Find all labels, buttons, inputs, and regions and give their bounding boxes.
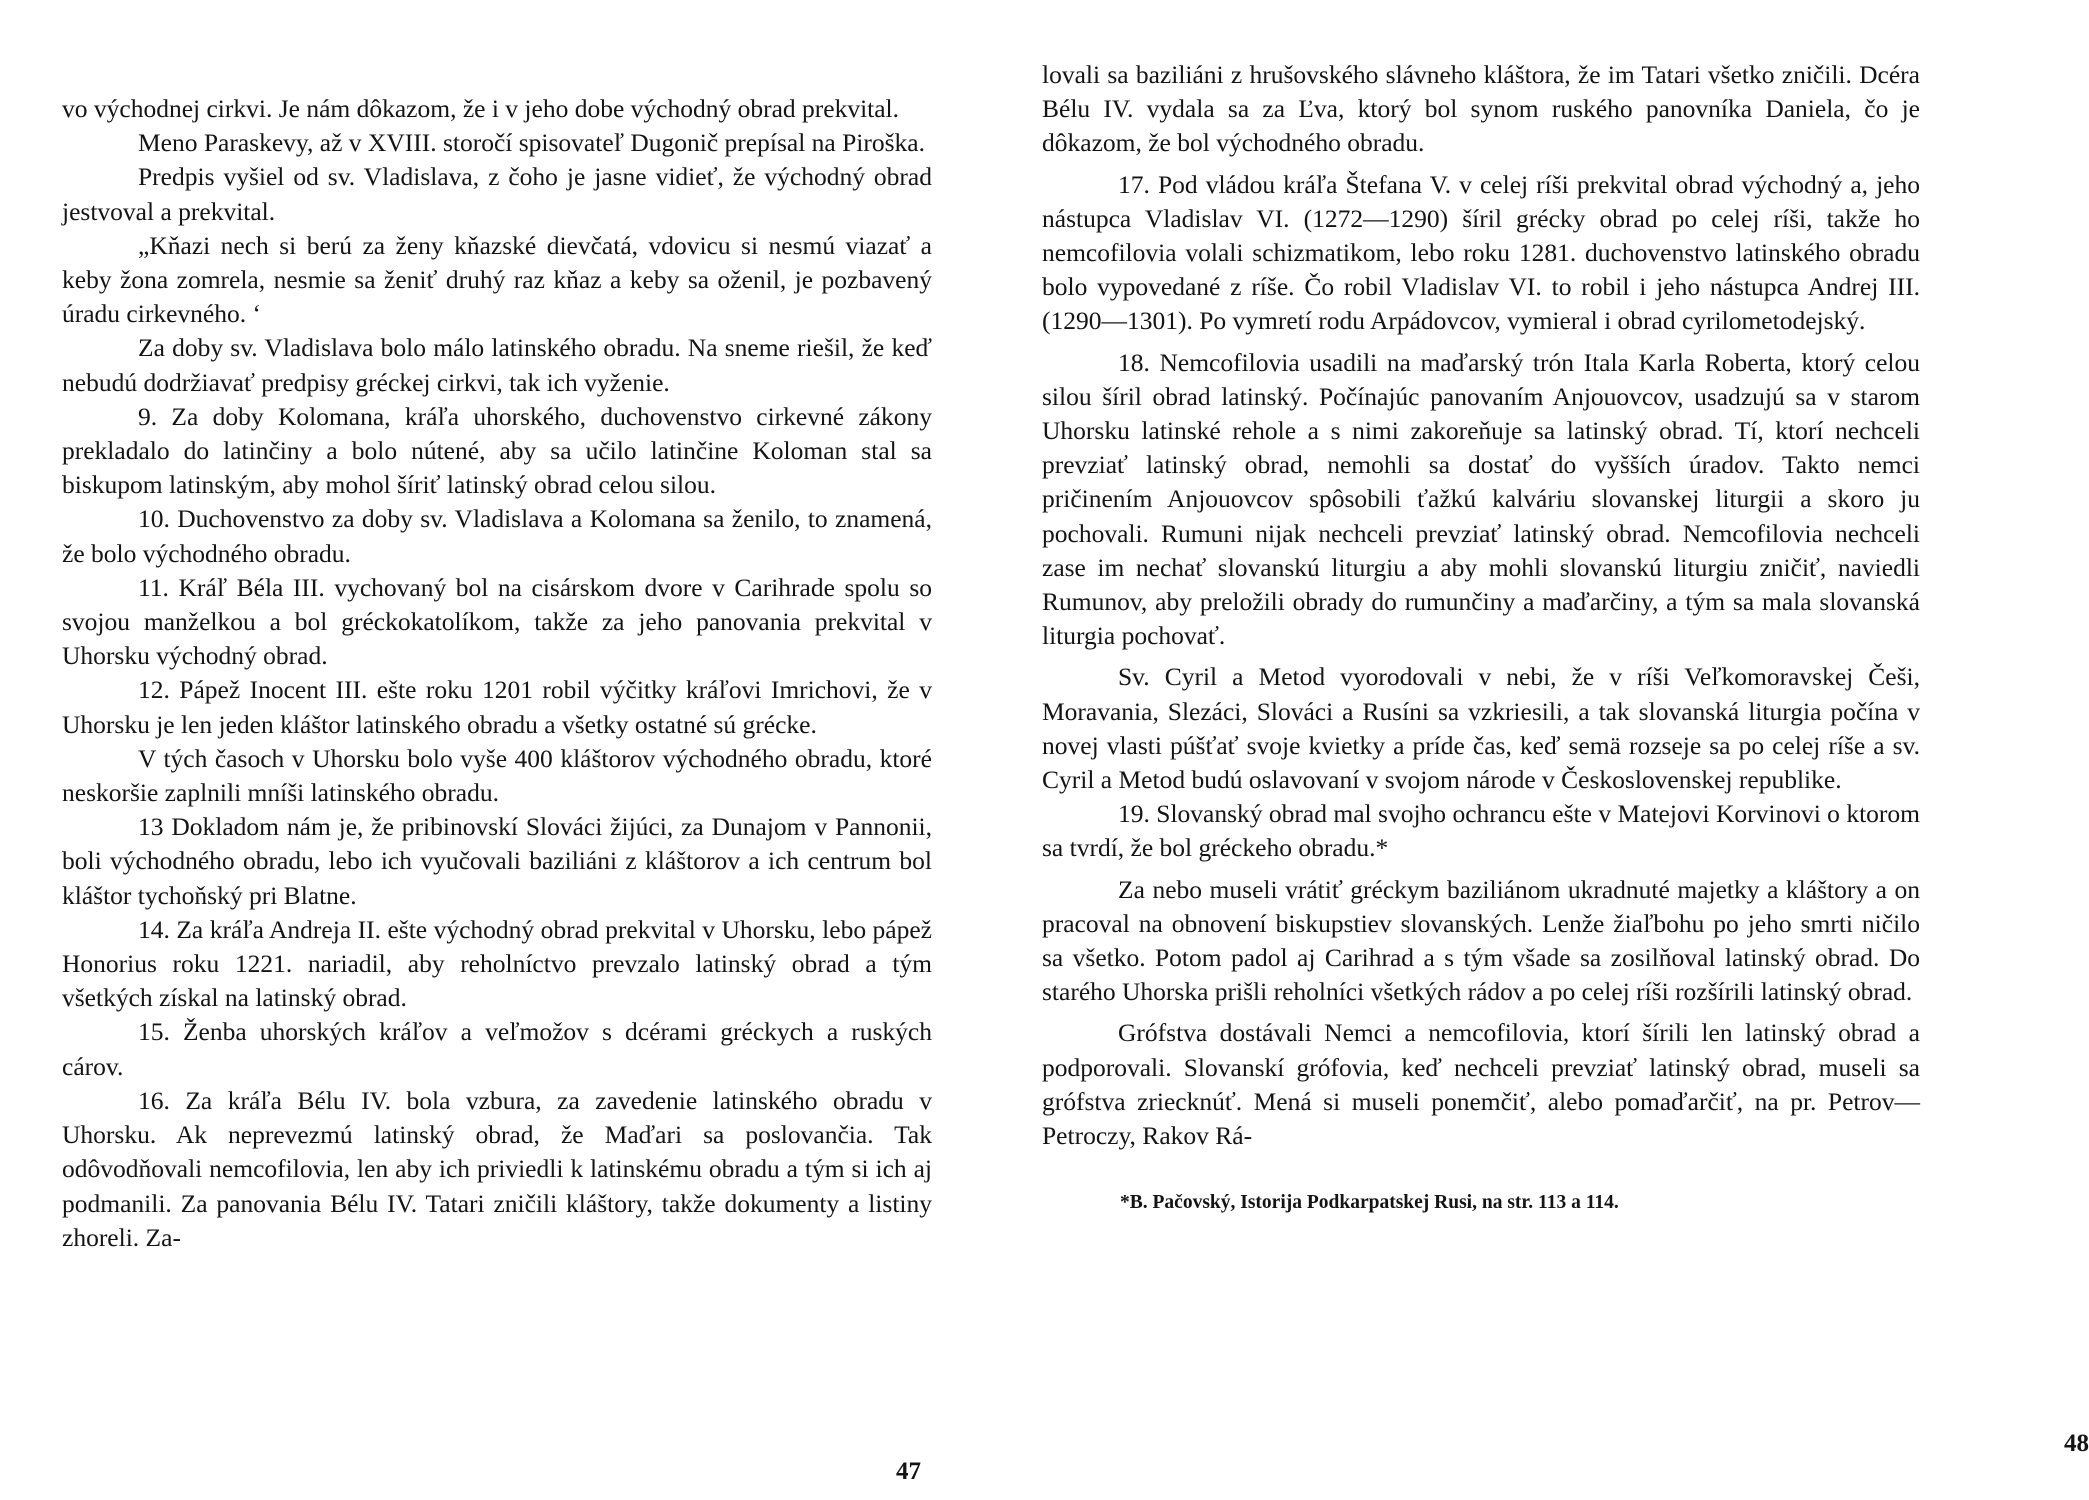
paragraph: 11. Kráľ Béla III. vychovaný bol na cisárskom dvore v Carihrade spolu so svojou manželkou a bol gréckokatolíkom, takže za jeho panovania prekvital v Uhorsku východný obrad. (62, 572, 932, 671)
right-page (1010, 0, 2089, 1500)
paragraph: V tých časoch v Uhorsku bolo vyše 400 kláštorov východného obradu, ktoré neskoršie zaplnili mníši latinského obradu. (62, 743, 932, 808)
left-page-text (62, 92, 932, 1255)
paragraph: 12. Pápež Inocent III. ešte roku 1201 robil výčitky kráľovi Imrichovi, že v Uhorsku je len jeden kláštor latinského obradu a všetky ostatné sú grécke. (62, 675, 932, 739)
paragraph: 17. Pod vládou kráľa Štefana V. v celej ríši prekvital obrad východný a, jeho nástupca Vladislav VI. (1272—1290) šíril grécky obrad po celej ríši, takže ho nemcofilovia volali schizmatikom, lebo roku 1281. duchovenstvo latinského obradu bolo vypovedané z ríše. Čo robil Vladislav VI. to robil i jeho nástupca Andrej III. (1290—1301). Po vymretí rodu Arpádovcov, vymieral i obrad cyrilometodejský. (1042, 169, 1920, 336)
paragraph: 16. Za kráľa Bélu IV. bola vzbura, za zavedenie latinského obradu v Uhorsku. Ak neprevezmú latinský obrad, že Maďari sa poslovančia. Tak odôvodňovali nemcofilovia, len aby ich priviedli k latinskému obradu a tým si ich aj podmanili. Za panovania Bélu IV. Tatari zničili kláštory, takže dokumenty a listiny zhoreli. Za- (62, 1085, 932, 1252)
page-number: 47 (896, 1458, 921, 1485)
paragraph: vo východnej cirkvi. Je nám dôkazom, že i v jeho dobe východný obrad prekvital. (62, 94, 900, 123)
paragraph: „Kňazi nech si berú za ženy kňazské dievčatá, vdovicu si nesmú viazať a keby žona zomrela, nesmie sa ženiť druhý raz kňaz a keby sa oženil, je pozbavený úradu cirkevného. ‘ (62, 230, 932, 329)
paragraph: Za doby sv. Vladislava bolo málo latinského obradu. Na sneme riešil, že keď nebudú dodržiavať predpisy gréckej cirkvi, tak ich vyženie. (62, 333, 932, 397)
paragraph: 10. Duchovenstvo za doby sv. Vladislava a Kolomana sa ženilo, to znamená, že bolo východného obradu. (62, 504, 932, 568)
right-page-text (1042, 58, 1920, 1217)
paragraph: lovali sa baziliáni z hrušovského slávneho kláštora, že im Tatari všetko zničili. Dcéra Bélu IV. vydala sa za Ľva, ktorý bol synom ruského panovníka Daniela, čo je dôkazom, že bol východného obradu. (1042, 60, 1920, 158)
paragraph: 13 Dokladom nám je, že pribinovskí Slováci žijúci, za Dunajom v Pannonii, boli východného obradu, lebo ich vyučovali baziliáni z kláštorov a ich centrum bol kláštor tychoňský pri Blatne. (62, 812, 932, 910)
paragraph: Grófstva dostávali Nemci a nemcofilovia, ktorí šírili len latinský obrad a podporovali. Slovanskí grófovia, keď nechceli prevziať latinský obrad, museli sa grófstva zriecknúť. Mená si museli ponemčiť, alebo pomaďarčiť, na pr. Petrov—Petroczy, Rakov Rá- (1042, 1018, 1920, 1151)
paragraph: Predpis vyšiel od sv. Vladislava, z čoho je jasne vidieť, že východný obrad jestvoval a prekvital. (62, 162, 932, 226)
paragraph: Meno Paraskevy, až v XVIII. storočí spisovateľ Dugonič prepísal na Piroška. (138, 128, 925, 158)
paragraph: 14. Za kráľa Andreja II. ešte východný obrad prekvital v Uhorsku, lebo pápež Honorius roku 1221. nariadil, aby reholníctvo prevzalo latinský obrad a tým všetkých získal na latinský obrad. (62, 914, 932, 1013)
paragraph: Sv. Cyril a Metod vyorodovali v nebi, že v ríši Veľkomoravskej Češi, Moravania, Slezáci, Slováci a Rusíni sa vzkriesili, a tak slovanská liturgia počína v novej vlasti púšťať svoje kvietky a príde čas, keď semä rozseje sa po celej ríše a sv. Cyril a Metod budú oslavovaní v svojom národe v Československej republike. (1042, 662, 1920, 795)
paragraph: Za nebo museli vrátiť gréckym baziliánom ukradnuté majetky a kláštory a on pracoval na obnovení biskupstiev slovanských. Lenže žiaľbohu po jeho smrti ničilo sa všetko. Potom padol aj Carihrad a s tým všade sa zosilňoval latinský obrad. Do starého Uhorska prišli reholníci všetkých rádov a po celej ríši rozšírili latinský obrad. (1042, 874, 1920, 1007)
paragraph: 19. Slovanský obrad mal svojho ochrancu ešte v Matejovi Korvinovi o ktorom sa tvrdí, že bol gréckeho obradu.* (1042, 799, 1920, 863)
page-number: 48 (2064, 1430, 2089, 1457)
paragraph: 18. Nemcofilovia usadili na maďarský trón Itala Karla Roberta, ktorý celou silou šíril obrad latinský. Počínajúc panovaním Anjouovcov, usadzujú sa v starom Uhorsku latinské rehole a s nimi zakoreňuje sa latinský obrad. Tí, ktorí nechceli prevziať latinský obrad, nemohli sa dostať do vyšších úradov. Takto nemci pričinením Anjouovcov spôsobili ťažkú kalváriu slovanskej liturgii a skoro ju pochovali. Rumuni nijak nechceli prevziať latinský obrad. Nemcofilovia nechceli zase im nechať slovanskú liturgiu a aby mohli slovanskú liturgiu zničiť, naviedli Rumunov, aby preložili obrady do rumunčiny a maďarčiny, a tým sa mala slovanská liturgia pochovať. (1042, 347, 1920, 651)
left-page (0, 0, 975, 1500)
footnote: *B. Pačovský, Istorija Podkarpatskej Rusi, na str. 113 a 114. (1120, 1192, 1619, 1214)
paragraph: 15. Ženba uhorských kráľov a veľmožov s dcérami gréckych a ruských cárov. (62, 1017, 932, 1081)
paragraph: 9. Za doby Kolomana, kráľa uhorského, duchovenstvo cirkevné zákony prekladalo do latinčiny a bolo nútené, aby sa učilo latinčine Koloman stal sa biskupom latinským, aby mohol šíriť latinský obrad celou silou. (62, 401, 932, 500)
